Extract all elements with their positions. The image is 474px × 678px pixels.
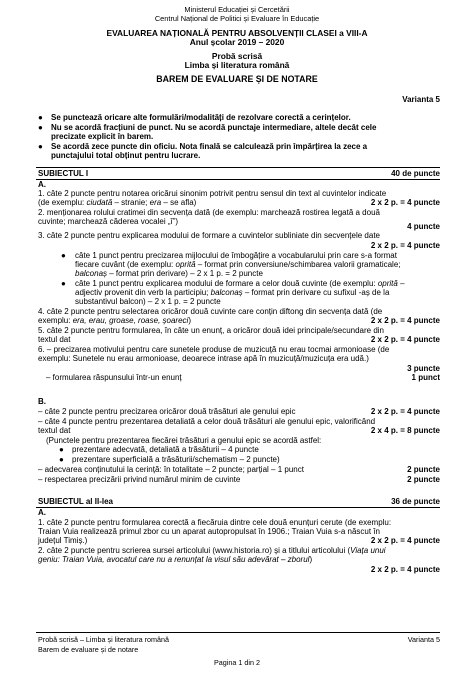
- sub-item-text: fiecare cuvânt (de exemplu: oprită – format prin conversiune/schimbarea valorii gramaticale;: [75, 260, 401, 269]
- test-type: Probă scrisă: [211, 51, 263, 61]
- item-3-text: 3. câte 2 puncte pentru explicarea modului de formare a cuvintelor subliniate din secvențele date: [38, 231, 380, 240]
- school-year: Anul școlar 2019 – 2020: [189, 37, 285, 47]
- part-b-item: – adecvarea conținutului la cerință: în totalitate – 2 puncte; parțial – 1 punct: [38, 465, 304, 474]
- subject-name: Limba și literatura română: [184, 60, 290, 70]
- rule-line: punctajului total obținut pentru lucrare.: [51, 151, 201, 160]
- footer-variant: Varianta 5: [407, 635, 440, 644]
- item-2-text: 2. menționarea rolului cratimei din secvența dată (de exemplu: marchează rostirea legată a două: [38, 208, 380, 217]
- item-4-score: 2 x 2 p. = 4 puncte: [370, 316, 440, 325]
- variant-label: Varianta 5: [402, 95, 440, 104]
- part-b-score: 2 x 2 p. = 4 puncte: [370, 407, 440, 416]
- sub-item-text: adjectiv provenit din verb la participiu; balconaș – format prin derivare cu sufixul -aș de la: [75, 288, 390, 297]
- item-6-score: 3 puncte: [407, 364, 440, 373]
- rule-line: Nu se acordă fracțiuni de punct. Nu se acordă punctaje intermediare, altele decât cele: [51, 123, 377, 132]
- bullet-icon: ●: [59, 445, 64, 454]
- centre-name: Centrul Național de Politici și Evaluare în Educație: [154, 13, 320, 23]
- sub-item-text: câte 1 punct pentru explicarea modului de formare a celor două cuvinte (de exemplu: oprită –: [75, 279, 405, 288]
- item-6-extra-score: 1 punct: [411, 373, 440, 382]
- part-b-item: – câte 2 puncte pentru precizarea oricăror două trăsături ale genului epic: [38, 407, 296, 416]
- section-points: 40 de puncte: [391, 169, 440, 178]
- rule-line: precizate explicit în barem.: [51, 132, 154, 141]
- section-title: SUBIECTUL I: [38, 169, 89, 178]
- item-1-example: Traian Vuia realizează primul zbor cu un aparat autopropulsat în 1906.; Traian Vuia s-a născut în: [38, 527, 380, 536]
- part-b-note: (Punctele pentru prezentarea fiecărei trăsături a genului epic se acordă astfel:: [46, 436, 322, 445]
- bullet-icon: ●: [61, 251, 66, 260]
- ministry-name: Ministerul Educației și Cercetării: [184, 5, 290, 14]
- sub-item-text: câte 1 punct pentru precizarea mijlocului de îmbogățire a vocabularului prin care s-a format: [75, 251, 397, 260]
- section-divider: [36, 179, 440, 180]
- part-b-item: – câte 4 puncte pentru prezentarea detaliată a celor două trăsături ale genului epic, valorificând: [38, 417, 376, 426]
- item-1-example: județul Timiș.): [38, 536, 88, 545]
- item-6-example: exemplu: Sunetele nu erau armonioase, deoarece intrase apă în muzicuță/muzicuța era udă.): [38, 354, 369, 363]
- document-title: BAREM DE EVALUARE ȘI DE NOTARE: [156, 74, 318, 84]
- item-1-text: 1. câte 2 puncte pentru formularea corectă a fiecăruia dintre cele două enunțuri cerute (de exemplu:: [38, 518, 392, 527]
- part-b-score: 2 puncte: [407, 475, 440, 484]
- part-b-item: – respectarea precizării privind numărul minim de cuvinte: [38, 475, 241, 484]
- item-1-text: 1. câte 2 puncte pentru notarea oricărui sinonim potrivit pentru sensul din text al cuvintelor indicate: [38, 189, 387, 198]
- bullet-icon: ●: [38, 123, 43, 132]
- rule-line: Se punctează oricare alte formulări/modalități de rezolvare corectă a cerințelor.: [51, 113, 351, 122]
- ministry-header: [0, 6, 474, 23]
- footer-divider: [36, 632, 440, 633]
- sub-item-text: substantivul balcon) – 2 x 1 p. = 2 puncte: [75, 297, 221, 306]
- part-b-score: 2 puncte: [407, 465, 440, 474]
- item-2-text: 2. câte 2 puncte pentru scrierea sursei articolului (www.historia.ro) și a titlului articolului (Viața unui: [38, 546, 386, 555]
- item-6-extra: – formularea răspunsului într-un enunț: [46, 373, 182, 382]
- item-5-text: textul dat: [38, 335, 71, 344]
- item-2-example: geniu: Traian Vuia, avocatul care nu a renunțat la visul său adevărat – zborul): [38, 555, 313, 564]
- item-1-example: (de exemplu: ciudată – stranie; era – se afla): [38, 198, 197, 207]
- item-1-score: 2 x 2 p. = 4 puncte: [370, 536, 440, 545]
- bullet-icon: ●: [38, 113, 43, 122]
- section-divider: [36, 167, 440, 168]
- item-4-example: exemplu: era, erau, groase, roase, șoareci): [38, 316, 191, 325]
- page-number: Pagina 1 din 2: [214, 658, 260, 667]
- item-5-score: 2 x 2 p. = 4 puncte: [370, 335, 440, 344]
- item-1-score: 2 x 2 p. = 4 puncte: [370, 198, 440, 207]
- item-6-text: 6. – precizarea motivului pentru care sunetele produse de muzicuță nu erau tocmai armonioase (de: [38, 345, 390, 354]
- part-b-note: prezentare adecvată, detaliată a trăsăturii – 4 puncte: [72, 445, 259, 454]
- item-5-text: 5. câte 2 puncte pentru formularea, în câte un enunț, a oricăror două idei principale/secundare din: [38, 326, 384, 335]
- section-title: SUBIECTUL al II-lea: [38, 497, 113, 506]
- bullet-icon: ●: [59, 455, 64, 464]
- part-label: A.: [38, 508, 46, 517]
- item-3-score: 2 x 2 p. = 4 puncte: [370, 241, 440, 250]
- section-divider: [36, 507, 440, 508]
- item-4-text: 4. câte 2 puncte pentru selectarea oricăror două cuvinte care conțin diftong din secvența dată (de: [38, 307, 383, 316]
- part-b-note: prezentare superficială a trăsăturii/schematism – 2 puncte): [72, 455, 280, 464]
- item-2-example: cuvinte; marchează căderea vocalei „î”): [38, 217, 179, 226]
- item-2-score: 4 puncte: [407, 222, 440, 231]
- exam-title: EVALUAREA NAȚIONALĂ PENTRU ABSOLVENȚII CLASEI a VIII-A: [106, 28, 368, 38]
- item-2-score: 2 x 2 p. = 4 puncte: [370, 565, 440, 574]
- section-points: 36 de puncte: [391, 497, 440, 506]
- bullet-icon: ●: [38, 142, 43, 151]
- part-label: B.: [38, 397, 46, 406]
- part-b-item: textul dat: [38, 426, 71, 435]
- footer-test: Probă scrisă – Limba și literatura română: [38, 635, 170, 644]
- part-label: A.: [38, 180, 46, 189]
- rule-line: Se acordă zece puncte din oficiu. Nota finală se calculează prin împărțirea la zece a: [51, 142, 368, 151]
- bullet-icon: ●: [61, 279, 66, 288]
- sub-item-text: balconaș – format prin derivare) – 2 x 1 p. = 2 puncte: [75, 269, 263, 278]
- footer-doc: Barem de evaluare și de notare: [38, 645, 139, 654]
- part-b-score: 2 x 4 p. = 8 puncte: [370, 426, 440, 435]
